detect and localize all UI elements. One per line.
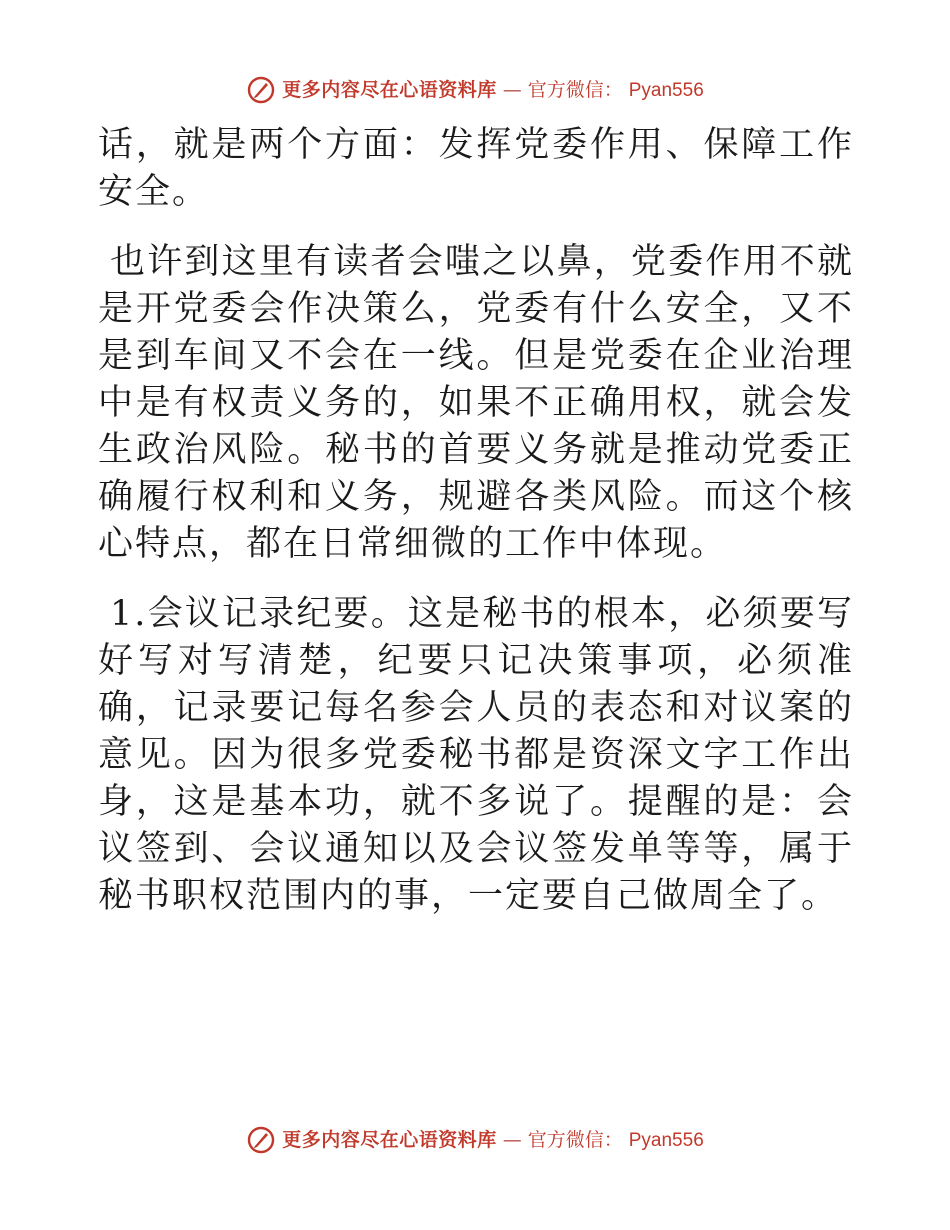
banner-wechat-id: Pyan556 [628,1129,704,1151]
banner-separator: — [502,78,522,101]
banner-wechat-id: Pyan556 [628,79,704,101]
paragraph-3: 1.会议记录纪要。这是秘书的根本，必须要写好写对写清楚，纪要只记决策事项，必须准确，记录要记每名参会人员的表态和对议案的意见。因为很多党委秘书都是资深文字工作出身，这是基本功，就不多说了。提醒的是：会议签到、会议通知以及会议签发单等等，属于秘书职权范围内的事，一定要自己做周全了。 [98,594,854,916]
banner-brand-text: 更多内容尽在心语资料库 [282,1128,497,1151]
body-text [98,122,854,920]
paragraph-2: 也许到这里有读者会嗤之以鼻，党委作用不就是开党委会作决策么，党委有什么安全，又不是到车间又不会在一线。但是党委在企业治理中是有权责义务的，如果不正确用权，就会发生政治风险。秘书的首要义务就是推动党委正确履行权利和义务，规避各类风险。而这个核心特点，都在日常细微的工作中体现。 [98,242,854,564]
header-banner [0,70,950,110]
quill-circle-icon [246,75,276,105]
banner-wechat-label: 官方微信： [527,1128,623,1151]
banner-wechat-label: 官方微信： [527,78,623,101]
banner-brand-text: 更多内容尽在心语资料库 [282,78,497,101]
quill-circle-icon [246,1125,276,1155]
banner-separator: — [502,1128,522,1151]
paragraph-1: 话，就是两个方面：发挥党委作用、保障工作安全。 [98,125,854,212]
footer-banner [0,1120,950,1160]
